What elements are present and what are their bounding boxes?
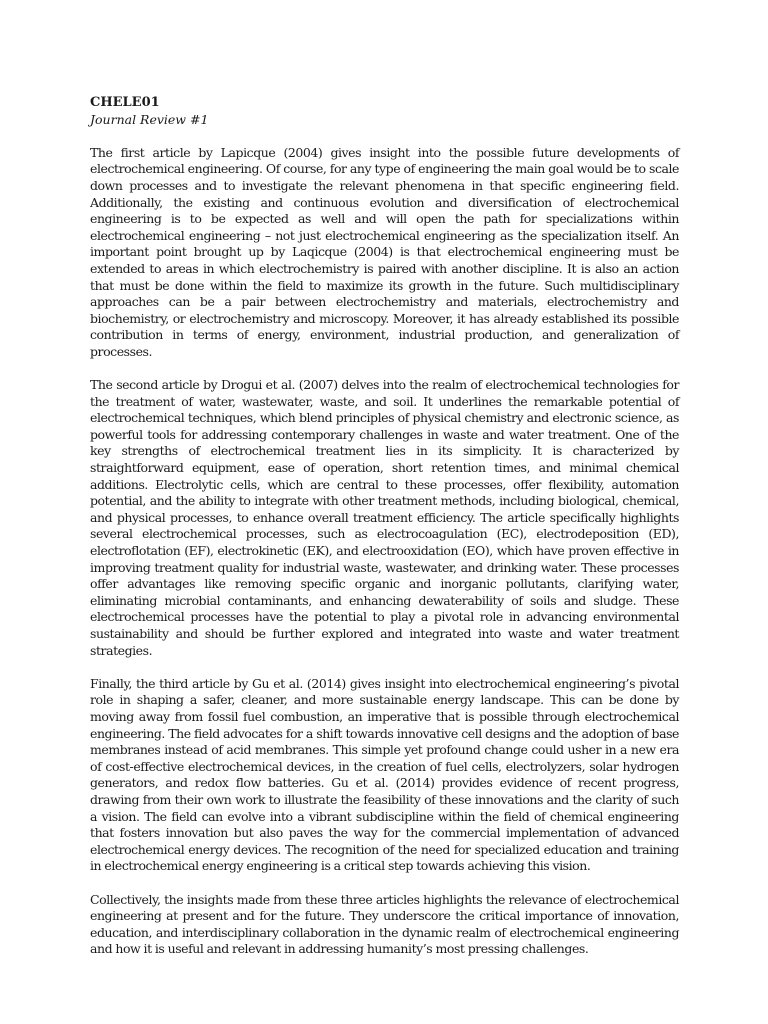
- paragraph-first-article: The first article by Lapicque (2004) gives insight into the possible future developments of electrochemical engineering. Of course, for any type of engineering the main goal would be to scale down processes and to investigate the relevant phenomena in that specific engineering field. Additionally, the existing and continuous evolution and diversification of electrochemical engineering is to be expected as well and will open the path for specializations within electrochemical engineering – not just electrochemical engineering as the specialization itself. An important point brought up by Laqicque (2004) is that electrochemical engineering must be extended to areas in which electrochemistry is paired with another discipline. It is also an action that must be done within the field to maximize its growth in the future. Such multidisciplinary approaches can be a pair between electrochemistry and materials, electrochemistry and biochemistry, or electrochemistry and microscopy. Moreover, it has already established its possible contribution in terms of energy, environment, industrial production, and generalization of processes.: [90, 144, 679, 359]
- paragraph-second-article: The second article by Drogui et al. (2007) delves into the realm of electrochemical technologies for the treatment of water, wastewater, waste, and soil. It underlines the remarkable potential of electrochemical techniques, which blend principles of physical chemistry and electronic science, as powerful tools for addressing contemporary challenges in waste and water treatment. One of the key strengths of electrochemical treatment lies in its simplicity. It is characterized by straightforward equipment, ease of operation, short retention times, and minimal chemical additions. Electrolytic cells, which are central to these processes, offer flexibility, automation potential, and the ability to integrate with other treatment methods, including biological, chemical, and physical processes, to enhance overall treatment efficiency. The article specifically highlights several electrochemical processes, such as electrocoagulation (EC), electrodeposition (ED), electroflotation (EF), electrokinetic (EK), and electrooxidation (EO), which have proven effective in improving treatment quality for industrial waste, wastewater, and drinking water. These processes offer advantages like removing specific organic and inorganic pollutants, clarifying water, eliminating microbial contaminants, and enhancing dewaterability of soils and sludge. These electrochemical processes have the potential to play a pivotal role in advancing environmental sustainability and should be further explored and integrated into waste and water treatment strategies.: [90, 377, 679, 658]
- course-code: CHELE01: [90, 95, 160, 110]
- document-body: [90, 95, 679, 974]
- paragraph-third-article: Finally, the third article by Gu et al. (2014) gives insight into electrochemical engineering’s pivotal role in shaping a safer, cleaner, and more sustainable energy landscape. This can be done by moving away from fossil fuel combustion, an imperative that is possible through electrochemical engineering. The field advocates for a shift towards innovative cell designs and the adoption of base membranes instead of acid membranes. This simple yet profound change could usher in a new era of cost-effective electrochemical devices, in the creation of fuel cells, electrolyzers, solar hydrogen generators, and redox flow batteries. Gu et al. (2014) provides evidence of recent progress, drawing from their own work to illustrate the feasibility of these innovations and the clarity of such a vision. The field can evolve into a vibrant subdiscipline within the field of chemical engineering that fosters innovation but also paves the way for the commercial implementation of advanced electrochemical energy devices. The recognition of the need for specialized education and training in electrochemical energy engineering is a critical step towards achieving this vision.: [90, 675, 679, 874]
- paragraph-conclusion: Collectively, the insights made from these three articles highlights the relevance of electrochemical engineering at present and for the future. They underscore the critical importance of innovation, education, and interdisciplinary collaboration in the dynamic realm of electrochemical engineering and how it is useful and relevant in addressing humanity’s most pressing challenges.: [90, 891, 679, 957]
- document-subtitle: Journal Review #1: [90, 111, 209, 127]
